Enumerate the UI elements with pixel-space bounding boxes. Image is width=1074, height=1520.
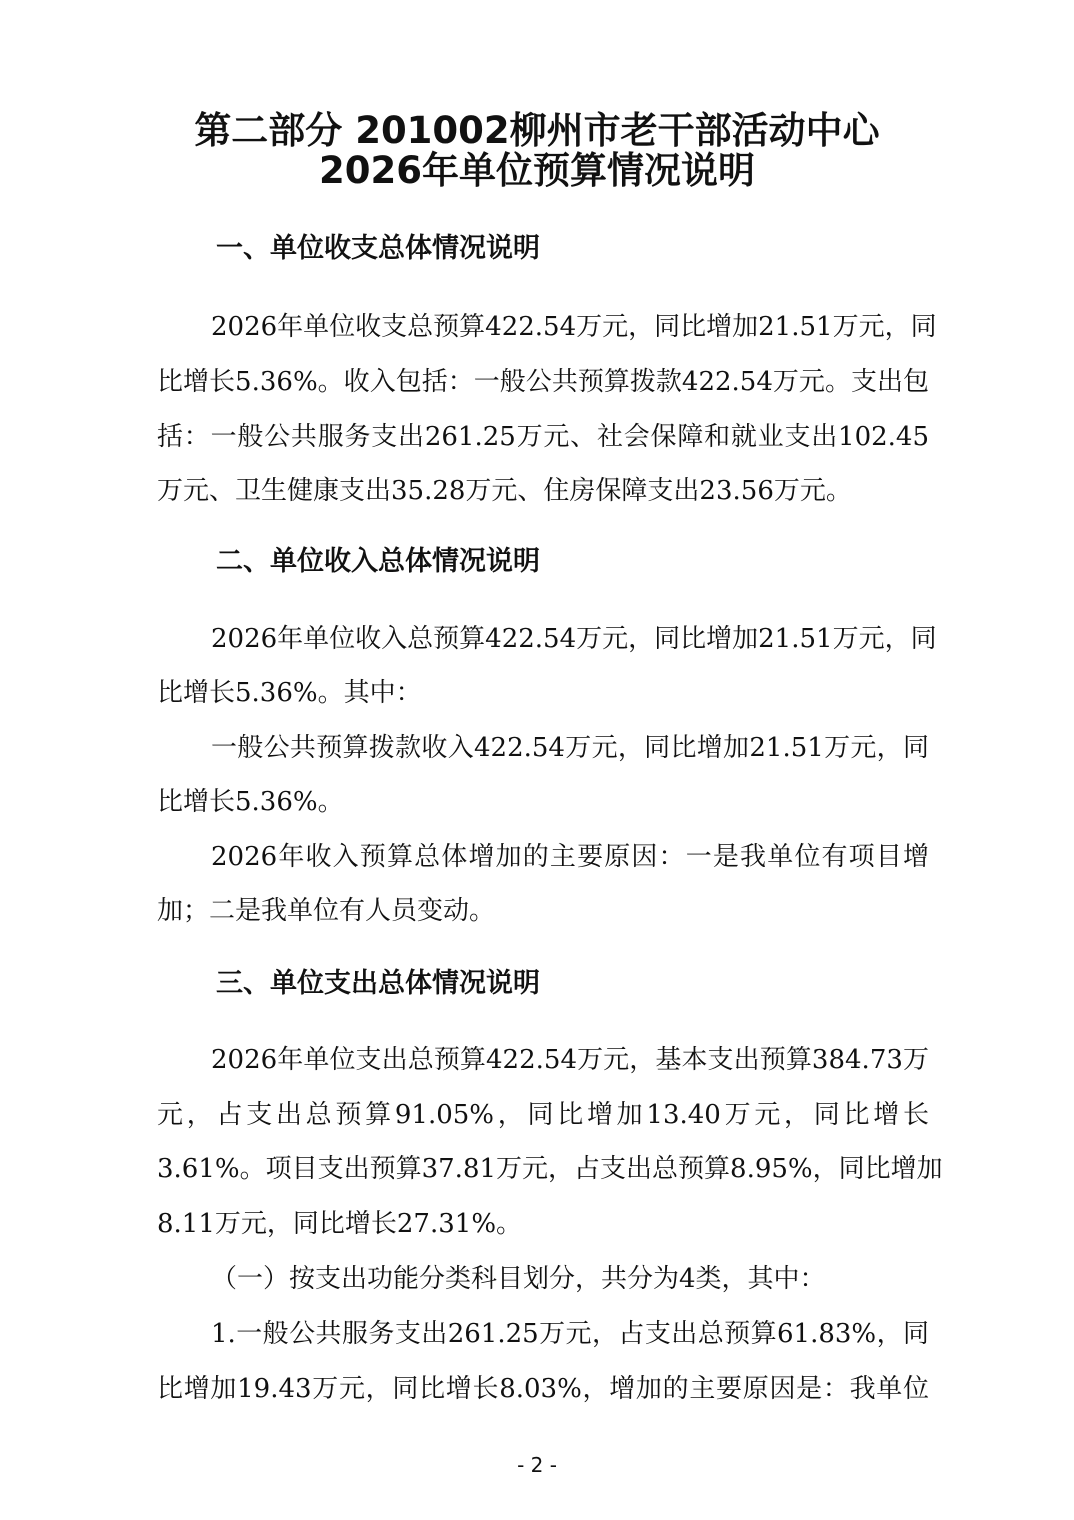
paragraph-line: （一）按支出功能分类科目划分，共分为4类，其中： — [211, 1264, 826, 1294]
paragraph-line: 1.一般公共服务支出261.25万元，占支出总预算61.83%，同 — [211, 1319, 929, 1349]
paragraph-line: 8.11万元，同比增长27.31%。 — [157, 1209, 523, 1239]
section-3-heading: 三、单位支出总体情况说明 — [216, 968, 540, 999]
paragraph-line: 2026年单位支出总预算422.54万元，基本支出预算384.73万 — [211, 1045, 929, 1075]
section-2-heading: 二、单位收入总体情况说明 — [216, 546, 540, 577]
paragraph-line: 括：一般公共服务支出261.25万元、社会保障和就业支出102.45 — [157, 422, 929, 452]
paragraph-line: 加；二是我单位有人员变动。 — [157, 896, 496, 926]
document-title-line-1: 第二部分 201002柳州市老干部活动中心 — [194, 109, 880, 152]
paragraph-line: 2026年单位收入总预算422.54万元，同比增加21.51万元，同 — [211, 624, 937, 654]
page-number: - 2 - — [517, 1453, 557, 1477]
document-title-line-2: 2026年单位预算情况说明 — [319, 149, 755, 192]
paragraph-line: 比增长5.36%。其中： — [157, 678, 422, 708]
paragraph-line: 一般公共预算拨款收入422.54万元，同比增加21.51万元，同 — [211, 733, 929, 763]
paragraph-line: 2026年单位收支总预算422.54万元，同比增加21.51万元，同 — [211, 312, 937, 342]
paragraph-line: 比增长5.36%。 — [157, 787, 344, 817]
paragraph-line: 2026年收入预算总体增加的主要原因：一是我单位有项目增 — [211, 842, 929, 872]
paragraph-line: 元，占支出总预算91.05%，同比增加13.40万元，同比增长 — [157, 1100, 929, 1130]
paragraph-line: 3.61%。项目支出预算37.81万元，占支出总预算8.95%，同比增加 — [157, 1154, 943, 1184]
paragraph-line: 比增长5.36%。收入包括：一般公共预算拨款422.54万元。支出包 — [157, 367, 929, 397]
section-1-heading: 一、单位收支总体情况说明 — [216, 233, 540, 264]
paragraph-line: 万元、卫生健康支出35.28万元、住房保障支出23.56万元。 — [157, 476, 852, 506]
paragraph-line: 比增加19.43万元，同比增长8.03%，增加的主要原因是：我单位 — [157, 1374, 929, 1404]
